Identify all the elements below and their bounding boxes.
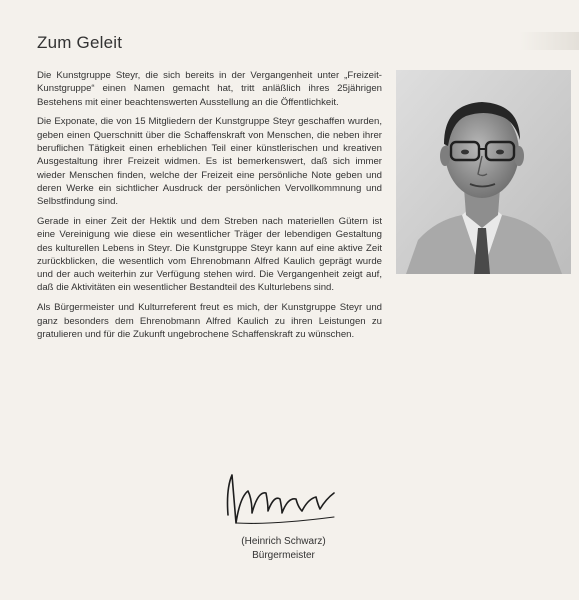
portrait-illustration — [396, 70, 571, 274]
paragraph-4: Als Bürgermeister und Kulturreferent freut es mich, der Kunstgruppe Steyr und ganz besonders dem Ehrenobmann Alfred Kaulich zu ihren Leistungen zu gratulieren und für die Zukunft ungebrochene Schaffenskraft zu wünschen. — [37, 302, 382, 340]
handwritten-signature — [222, 469, 342, 531]
body-text — [37, 69, 382, 348]
paragraph-2: Die Exponate, die von 15 Mitgliedern der Kunstgruppe Steyr geschaffen wurden, geben einen Querschnitt über die Schaffenskraft von Menschen, die neben ihrer beruflichen Tätigkeit einen erheblichen Teil einer künstlerischen und kreativen Ausgestaltung ihrer Freizeit widmen. Es ist bemerkenswert, daß sich immer wieder Menschen finden, welche der Freizeit eine persönliche Note geben und deren Werke ein sichtlicher Ausdruck der persönlichen Vervollkommnung und Selbstfindung sind. — [37, 116, 382, 208]
facing-page-bleed — [519, 32, 579, 50]
signer-role: Bürgermeister — [252, 550, 315, 561]
page-title: Zum Geleit — [37, 33, 123, 52]
signer-name: (Heinrich Schwarz) — [241, 536, 326, 547]
portrait-photo — [396, 70, 571, 274]
signer-block — [216, 535, 351, 563]
paragraph-3: Gerade in einer Zeit der Hektik und dem Streben nach materiellen Gütern ist eine Vereinigung wie diese ein wesentlicher Träger der lebendigen Gestaltung des kulturellen Lebens in Steyr. Die Kunstgruppe Steyr kann auf eine aktive Zeit zurückblicken, die wesentlich vom Ehrenobmann Alfred Kaulich geprägt wurde und der auch weiterhin zur Verfügung stehen wird. Die Vergangenheit zeigt auf, daß die Aktivitäten ein wesentlicher Bestandteil des Kulturlebens sind. — [37, 215, 382, 294]
paragraph-1: Die Kunstgruppe Steyr, die sich bereits in der Vergangenheit unter „Freizeit-Kunstgruppe“ einen Namen gemacht hat, tritt anläßlich ihres 25jährigen Bestehens mit einer beachtenswerten Ausstellung an die Öffentlichkeit. — [37, 70, 382, 108]
